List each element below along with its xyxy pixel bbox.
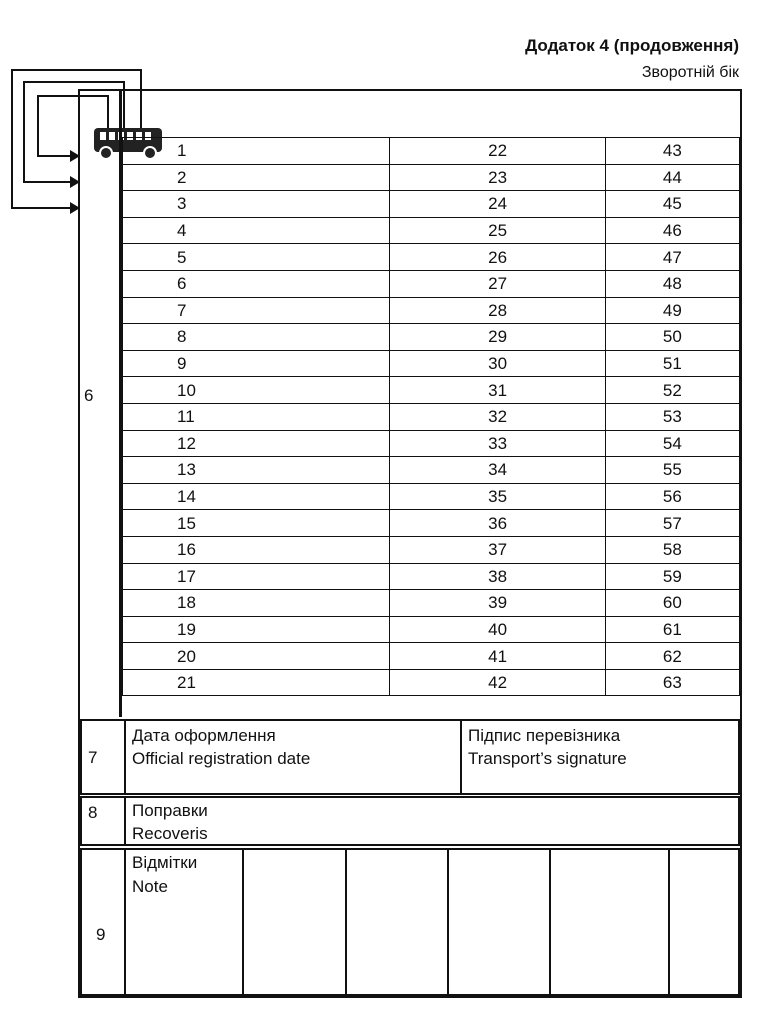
seat-number-cell: 5 <box>123 244 390 271</box>
corrections-label-en: Recoveris <box>132 824 208 843</box>
seat-number-cell: 17 <box>123 563 390 590</box>
header-subtitle: Зворотній бік <box>641 64 739 81</box>
seat-number-cell: 2 <box>123 164 390 191</box>
seat-number-cell: 38 <box>390 563 605 590</box>
seat-number-cell: 23 <box>390 164 605 191</box>
corrections-label-ua: Поправки <box>132 801 208 820</box>
seat-number-cell: 54 <box>605 430 739 457</box>
seat-number-cell: 55 <box>605 457 739 484</box>
seat-number-cell: 24 <box>390 191 605 218</box>
registration-date-label-en: Official registration date <box>132 749 311 768</box>
seat-number-cell: 58 <box>605 536 739 563</box>
seat-number-cell: 30 <box>390 350 605 377</box>
seat-number-cell: 51 <box>605 350 739 377</box>
seat-number-cell: 53 <box>605 403 739 430</box>
seat-row <box>123 430 740 457</box>
note-cell-divider <box>242 850 244 994</box>
seat-number-cell: 60 <box>605 590 739 617</box>
seat-number-cell: 42 <box>390 669 605 696</box>
registration-date-label-ua: Дата оформлення <box>132 726 276 745</box>
section8-number-cell <box>82 798 126 844</box>
section7-divider <box>460 721 462 793</box>
seat-row <box>123 616 740 643</box>
note-cell-divider <box>447 850 449 994</box>
seat-number-cell: 40 <box>390 616 605 643</box>
seat-number-cell: 22 <box>390 138 605 165</box>
seat-row <box>123 377 740 404</box>
seat-row <box>123 191 740 218</box>
header-title: Додаток 4 (продовження) <box>525 36 739 55</box>
seat-number-cell: 12 <box>123 430 390 457</box>
seat-number-cell: 15 <box>123 510 390 537</box>
seat-row <box>123 324 740 351</box>
seat-table <box>122 137 740 696</box>
section7-number: 7 <box>88 748 98 767</box>
seat-number-cell: 32 <box>390 403 605 430</box>
seat-row <box>123 403 740 430</box>
seat-number-cell: 49 <box>605 297 739 324</box>
seat-number-cell: 11 <box>123 403 390 430</box>
seat-number-cell: 52 <box>605 377 739 404</box>
seat-number-cell: 47 <box>605 244 739 271</box>
signature-label-ua: Підпис перевізника <box>468 726 621 745</box>
seat-number-cell: 41 <box>390 643 605 670</box>
seat-row <box>123 350 740 377</box>
section7-row <box>80 719 740 795</box>
section7-number-cell <box>82 721 126 793</box>
seat-number-cell: 43 <box>605 138 739 165</box>
section9-row <box>80 848 740 996</box>
seat-number-cell: 1 <box>123 138 390 165</box>
seat-number-cell: 4 <box>123 217 390 244</box>
seat-row <box>123 138 740 165</box>
seat-row <box>123 536 740 563</box>
seat-row <box>123 590 740 617</box>
seat-number-cell: 46 <box>605 217 739 244</box>
seat-number-cell: 56 <box>605 483 739 510</box>
seat-number-cell: 3 <box>123 191 390 218</box>
seat-number-cell: 7 <box>123 297 390 324</box>
seat-number-cell: 50 <box>605 324 739 351</box>
seat-row <box>123 270 740 297</box>
notes-label-ua: Відмітки <box>132 853 198 872</box>
seat-number-cell: 6 <box>123 270 390 297</box>
note-cell-divider <box>668 850 670 994</box>
seat-row <box>123 244 740 271</box>
seat-number-cell: 39 <box>390 590 605 617</box>
seat-row <box>123 669 740 696</box>
section8-row <box>80 796 740 846</box>
notes-label-en: Note <box>132 877 168 896</box>
signature-label-en: Transport’s signature <box>468 749 627 768</box>
seat-row <box>123 563 740 590</box>
section9-number: 9 <box>96 925 106 944</box>
seat-number-cell: 21 <box>123 669 390 696</box>
seat-row <box>123 164 740 191</box>
seat-number-cell: 57 <box>605 510 739 537</box>
seat-number-cell: 35 <box>390 483 605 510</box>
seat-number-cell: 44 <box>605 164 739 191</box>
seat-number-cell: 36 <box>390 510 605 537</box>
seat-number-cell: 8 <box>123 324 390 351</box>
seat-row <box>123 217 740 244</box>
seat-number-cell: 14 <box>123 483 390 510</box>
seat-number-cell: 19 <box>123 616 390 643</box>
seat-number-cell: 28 <box>390 297 605 324</box>
seat-number-cell: 45 <box>605 191 739 218</box>
seat-number-cell: 61 <box>605 616 739 643</box>
seat-number-cell: 20 <box>123 643 390 670</box>
seat-number-cell: 59 <box>605 563 739 590</box>
seat-number-cell: 16 <box>123 536 390 563</box>
section8-number: 8 <box>88 803 98 822</box>
seat-row <box>123 643 740 670</box>
seat-number-cell: 27 <box>390 270 605 297</box>
seat-number-cell: 48 <box>605 270 739 297</box>
note-cell-divider <box>549 850 551 994</box>
seat-number-cell: 34 <box>390 457 605 484</box>
seat-number-cell: 63 <box>605 669 739 696</box>
seat-number-cell: 33 <box>390 430 605 457</box>
seat-row <box>123 297 740 324</box>
seat-number-cell: 10 <box>123 377 390 404</box>
seat-number-cell: 31 <box>390 377 605 404</box>
section9-number-cell <box>82 850 126 994</box>
seat-row <box>123 457 740 484</box>
seat-number-cell: 37 <box>390 536 605 563</box>
seat-number-cell: 18 <box>123 590 390 617</box>
seat-row <box>123 510 740 537</box>
section6-number: 6 <box>84 386 94 405</box>
seat-number-cell: 29 <box>390 324 605 351</box>
seat-number-cell: 25 <box>390 217 605 244</box>
seat-number-cell: 13 <box>123 457 390 484</box>
seat-row <box>123 483 740 510</box>
seat-number-cell: 26 <box>390 244 605 271</box>
seat-number-cell: 62 <box>605 643 739 670</box>
seat-number-cell: 9 <box>123 350 390 377</box>
note-cell-divider <box>345 850 347 994</box>
